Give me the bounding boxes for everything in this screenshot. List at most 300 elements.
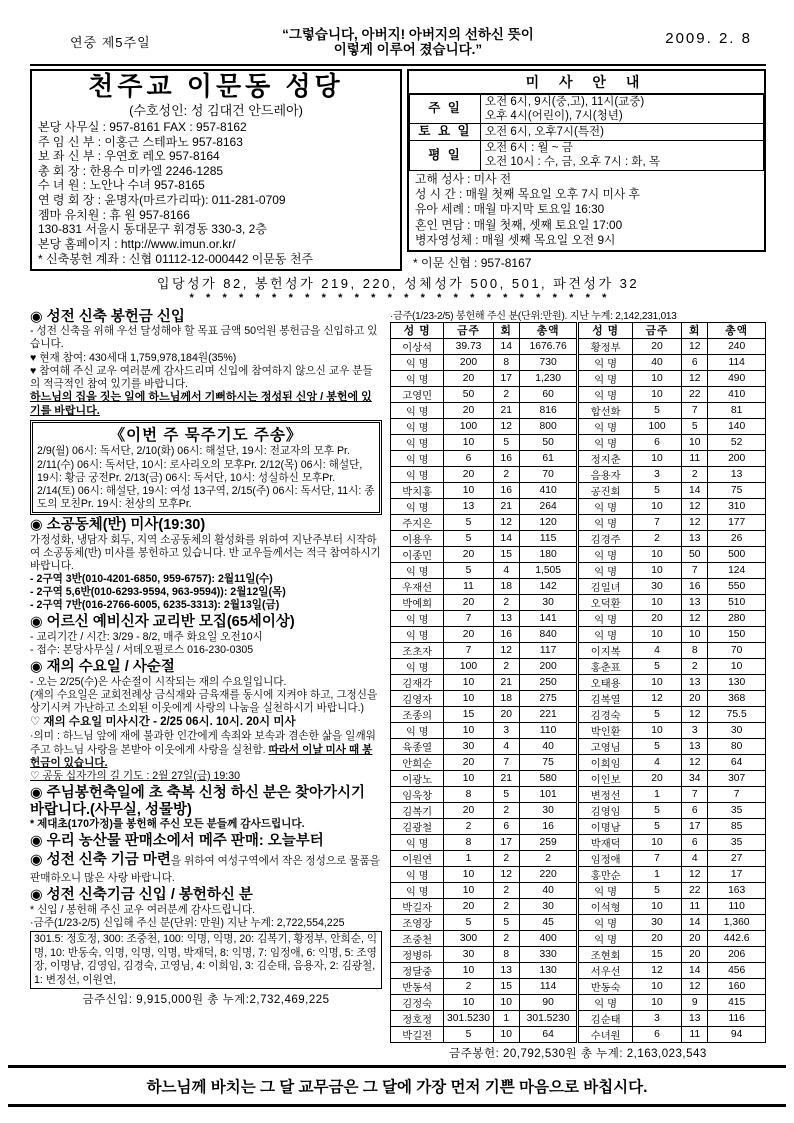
count: 12 — [682, 866, 708, 882]
page-header — [30, 22, 766, 58]
donor-name: 홍춘표 — [578, 658, 632, 674]
candle-blessing-note: * 제대초(170가정)를 봉헌해 주신 모든 분들께 감사드립니다. — [30, 818, 305, 831]
week-amount: 2 — [632, 530, 681, 546]
count: 13 — [682, 674, 708, 690]
total-amount: 730 — [519, 354, 578, 370]
donation-row — [391, 402, 766, 418]
count: 20 — [682, 930, 708, 946]
donation-col-header: 금주 — [632, 322, 681, 338]
total-amount: 410 — [519, 482, 578, 498]
count: 7 — [682, 562, 708, 578]
total-amount: 259 — [519, 834, 578, 850]
donation-col-header: 총액 — [519, 322, 578, 338]
count: 17 — [493, 834, 519, 850]
donor-name: 공진회 — [578, 482, 632, 498]
total-amount: 110 — [708, 898, 766, 914]
week-amount: 10 — [632, 562, 681, 578]
donation-row — [391, 930, 766, 946]
section-market-title: ◉ 우리 농산물 판매소에서 메주 판매: 오늘부터 — [30, 833, 324, 850]
total-amount: 500 — [708, 546, 766, 562]
count: 10 — [493, 1026, 519, 1042]
week-amount: 2 — [444, 818, 493, 834]
donor-name: 익 명 — [391, 354, 444, 370]
donation-row — [391, 802, 766, 818]
donation-column — [390, 307, 766, 1061]
week-amount: 1 — [632, 786, 681, 802]
week-amount: 7 — [444, 610, 493, 626]
hymn-numbers-line: 입당성가 82, 봉헌성가 219, 220, 성체성가 500, 501, 파견성가 32 — [156, 276, 640, 292]
top-section — [30, 69, 766, 272]
week-amount: 10 — [444, 690, 493, 706]
count: 13 — [682, 1010, 708, 1026]
new-fund-p1: - 성전 신축을 위해 우선 달성해야 할 목표 금액 50억원 봉헌금을 신입하고 있습니다. — [30, 325, 378, 351]
donation-row — [391, 482, 766, 498]
donation-row — [391, 386, 766, 402]
homepage-link[interactable]: 본당 홈페이지 : http://www.imun.or.kr/ — [38, 236, 236, 251]
donor-name: 조종의 — [391, 706, 444, 722]
total-amount: 13 — [708, 466, 766, 482]
total-amount: 70 — [519, 466, 578, 482]
mass-schedule-box — [407, 69, 766, 253]
week-amount: 39.73 — [444, 338, 493, 354]
section-fund-new-donors-title: ◉ 성전 신축기금 신입 / 봉헌하신 분 — [30, 887, 253, 904]
donation-row — [391, 834, 766, 850]
total-amount: 490 — [708, 370, 766, 386]
new-fund-p3: ♥ 참여해 주신 교우 여러분께 감사드리며 신입에 참여하지 않으신 교우 분들의 적극적인 참여 있기를 바랍니다. — [30, 364, 373, 390]
week-amount: 20 — [444, 546, 493, 562]
donor-name: 익 명 — [391, 434, 444, 450]
section-ash-wednesday-title: ◉ 재의 수요일 / 사순절 — [30, 659, 175, 676]
total-amount: 30 — [519, 802, 578, 818]
donation-row — [391, 850, 766, 866]
office-phone-line: 본당 사무실 : 957-8161 FAX : 957-8162 — [38, 119, 247, 134]
count: 12 — [682, 610, 708, 626]
donation-row — [391, 1026, 766, 1042]
total-amount: 10 — [708, 658, 766, 674]
donor-name: 이인보 — [578, 770, 632, 786]
week-amount: 20 — [444, 802, 493, 818]
donor-name: 김일녀 — [578, 578, 632, 594]
count: 10 — [493, 994, 519, 1010]
mass-schedule-section — [407, 69, 766, 272]
president-line: 총 회 장 : 한용수 미카엘 2246-1285 — [38, 163, 224, 178]
week-amount: 200 — [444, 354, 493, 370]
total-amount: 330 — [519, 946, 578, 962]
total-amount: 26 — [708, 530, 766, 546]
total-amount: 130 — [519, 962, 578, 978]
donation-row — [391, 818, 766, 834]
donor-name: 정달중 — [391, 962, 444, 978]
week-amount: 10 — [632, 594, 681, 610]
patron-saint: (수호성인: 성 김대건 안드레아) — [129, 102, 303, 118]
donor-name: 박치홍 — [391, 482, 444, 498]
donor-name: 우재선 — [391, 578, 444, 594]
week-amount: 5 — [632, 706, 681, 722]
total-amount: 800 — [519, 418, 578, 434]
count: 2 — [493, 882, 519, 898]
elderly-class-item1: - 교리기간 / 시간: 3/29 - 8/2, 매주 화요일 오전10시 — [30, 631, 263, 644]
donation-row — [391, 450, 766, 466]
week-amount: 20 — [632, 770, 681, 786]
donation-row — [391, 594, 766, 610]
small-community-item3: - 2구역 7반(016-2766-6005, 6235-3313): 2월13일(금) — [30, 599, 280, 612]
scripture-quote-line1: “그렇습니다, 아버지! 아버지의 선하신 뜻이 — [282, 27, 534, 42]
total-amount: 2 — [519, 850, 578, 866]
scripture-quote-line2: 이렇게 이루어 졌습니다.” — [333, 41, 483, 57]
week-amount: 40 — [632, 354, 681, 370]
count: 21 — [493, 402, 519, 418]
week-amount: 12 — [632, 962, 681, 978]
donor-name: 김순태 — [578, 1010, 632, 1026]
donor-name: 김영임 — [578, 802, 632, 818]
total-amount: 140 — [708, 418, 766, 434]
count: 6 — [682, 354, 708, 370]
total-amount: 221 — [519, 706, 578, 722]
total-amount: 580 — [519, 770, 578, 786]
donor-name: 정병하 — [391, 946, 444, 962]
count: 14 — [682, 962, 708, 978]
marriage-line: 혼인 면담 : 매월 첫째, 셋째 토요일 17:00 — [415, 217, 623, 232]
total-amount: 30 — [519, 898, 578, 914]
section-fund-sale — [30, 852, 382, 885]
week-amount: 5 — [632, 482, 681, 498]
fund-sale-rest: 을 위하여 여성구역에서 작은 정성으로 물품을 판매하오니 많은 사랑 바랍니다. — [30, 855, 380, 884]
week-amount: 10 — [444, 674, 493, 690]
mass-day-label: 주 일 — [410, 94, 481, 124]
donor-name: 익 명 — [391, 418, 444, 434]
donation-header-row — [391, 322, 766, 338]
church-info-box — [30, 69, 402, 272]
count: 17 — [682, 818, 708, 834]
donor-name: 김경숙 — [578, 706, 632, 722]
total-amount: 200 — [519, 658, 578, 674]
mass-schedule-table — [409, 94, 764, 171]
total-amount: 117 — [519, 642, 578, 658]
count: 2 — [493, 898, 519, 914]
donor-name: 익 명 — [578, 994, 632, 1010]
donor-name: 이상석 — [391, 338, 444, 354]
total-amount: 1,230 — [519, 370, 578, 386]
baptism-line: 유아 세례 : 매월 마지막 토요일 16:30 — [415, 202, 605, 217]
total-amount: 410 — [708, 386, 766, 402]
header-divider — [30, 64, 766, 66]
donor-name: 익 명 — [578, 882, 632, 898]
week-amount: 5 — [632, 658, 681, 674]
total-amount: 61 — [519, 450, 578, 466]
count: 2 — [493, 802, 519, 818]
announcements-column — [30, 307, 382, 1061]
mass-row-sunday — [410, 94, 764, 124]
week-amount: 10 — [444, 722, 493, 738]
week-amount: 6 — [444, 450, 493, 466]
section-candle-blessing-title: ◉ 주님봉헌축일에 초 축복 신청 하신 분은 찾아가시기 바랍니다.(사무실, 성물방) — [30, 784, 365, 818]
mass-day-label: 토 요 일 — [410, 124, 481, 141]
mass-times: 오전 6시, 오후7시(특전) — [481, 124, 764, 141]
total-amount: 60 — [519, 386, 578, 402]
donation-row — [391, 994, 766, 1010]
count: 12 — [682, 370, 708, 386]
count: 11 — [682, 450, 708, 466]
count: 8 — [682, 642, 708, 658]
donation-row — [391, 610, 766, 626]
count: 12 — [493, 418, 519, 434]
week-amount: 12 — [632, 690, 681, 706]
week-amount: 20 — [444, 466, 493, 482]
donation-col-header: 성 명 — [578, 322, 632, 338]
week-amount: 4 — [632, 754, 681, 770]
week-amount: 300 — [444, 930, 493, 946]
week-amount: 20 — [632, 338, 681, 354]
week-amount: 8 — [444, 786, 493, 802]
total-amount: 180 — [519, 546, 578, 562]
count: 7 — [682, 402, 708, 418]
total-amount: 280 — [708, 610, 766, 626]
count: 12 — [682, 514, 708, 530]
total-amount: 40 — [519, 738, 578, 754]
count: 13 — [682, 738, 708, 754]
confession-line: 고해 성사 : 미사 전 — [415, 171, 512, 186]
total-amount: 510 — [708, 594, 766, 610]
donation-table-body — [391, 338, 766, 1042]
total-amount: 30 — [708, 722, 766, 738]
donor-name: 변정선 — [578, 786, 632, 802]
count: 4 — [493, 562, 519, 578]
donor-name: 박인환 — [578, 722, 632, 738]
week-amount: 10 — [444, 770, 493, 786]
total-amount: 442.6 — [708, 930, 766, 946]
count: 12 — [682, 754, 708, 770]
total-amount: 177 — [708, 514, 766, 530]
donor-name: 익 명 — [578, 562, 632, 578]
total-amount: 400 — [519, 930, 578, 946]
week-amount: 10 — [444, 866, 493, 882]
count: 3 — [682, 722, 708, 738]
total-amount: 17 — [708, 866, 766, 882]
count: 5 — [493, 434, 519, 450]
donation-col-header: 금주 — [444, 322, 493, 338]
mass-times-line2: 오후 4시(어린이), 7시(청년) — [485, 110, 623, 123]
week-amount: 10 — [632, 546, 681, 562]
fund-new-week-note: ·금주(1/23-2/5) 신입해 주신 분(단위: 만원) 지난 누계: 2,722,554,225 — [30, 917, 345, 930]
week-amount: 10 — [444, 482, 493, 498]
donor-name: 안희순 — [391, 754, 444, 770]
donor-name: 익 명 — [578, 386, 632, 402]
stations-of-cross-line: ♡ 공동 십자가의 길 기도 : 2월 27일(금) 19:30 — [30, 769, 241, 782]
ash-meaning-bold: 따라서 이날 미사 때 봉헌금이 있습니다. — [30, 743, 373, 769]
total-amount: 90 — [519, 994, 578, 1010]
section-small-community-title: ◉ 소공동체(반) 미사(19:30) — [30, 517, 206, 534]
count: 21 — [493, 674, 519, 690]
week-amount: 100 — [444, 658, 493, 674]
week-amount: 20 — [444, 754, 493, 770]
donation-row — [391, 722, 766, 738]
donor-name: 이원연 — [391, 850, 444, 866]
week-amount: 5 — [444, 914, 493, 930]
donor-name: 익 명 — [578, 370, 632, 386]
donor-name: 김정숙 — [391, 994, 444, 1010]
donor-name: 정호정 — [391, 1010, 444, 1026]
total-amount: 200 — [708, 450, 766, 466]
count: 14 — [493, 338, 519, 354]
count: 4 — [493, 738, 519, 754]
donation-row — [391, 754, 766, 770]
total-amount: 64 — [708, 754, 766, 770]
count: 12 — [682, 498, 708, 514]
donation-week-total: 금주봉헌: 20,792,530원 총 누계: 2,163,023,543 — [449, 1047, 707, 1060]
total-amount: 115 — [519, 530, 578, 546]
donor-name: 김경주 — [578, 530, 632, 546]
donor-name: 익 명 — [578, 498, 632, 514]
count: 16 — [493, 626, 519, 642]
scripture-quote — [282, 22, 534, 58]
donation-row — [391, 690, 766, 706]
count: 2 — [493, 850, 519, 866]
donation-row — [391, 546, 766, 562]
liturgical-week-label: 연중 제5주일 — [70, 35, 151, 50]
week-amount: 20 — [444, 594, 493, 610]
total-amount: 64 — [519, 1026, 578, 1042]
donation-row — [391, 466, 766, 482]
total-amount: 220 — [519, 866, 578, 882]
total-amount: 240 — [708, 338, 766, 354]
donation-row — [391, 578, 766, 594]
section-elderly-class-title: ◉ 어르신 예비신자 교리반 모집(65세이상) — [30, 614, 295, 631]
bulletin-date: 2009. 2. 8 — [665, 30, 752, 47]
total-amount: 85 — [708, 818, 766, 834]
count: 7 — [682, 786, 708, 802]
ash-wednesday-p2: (재의 수요일은 교회전례상 금식재와 금육재를 동시에 지켜야 하고, 그정신을 상기시켜 가난하고 소외된 이웃에게 사랑의 나눔을 실천하시기 바랍니다.) — [30, 689, 378, 715]
week-amount: 10 — [632, 834, 681, 850]
donation-col-header: 성 명 — [391, 322, 444, 338]
donation-row — [391, 914, 766, 930]
count: 10 — [682, 626, 708, 642]
donor-name: 이광노 — [391, 770, 444, 786]
week-amount: 5 — [632, 802, 681, 818]
count: 22 — [682, 882, 708, 898]
donor-name: 김복기 — [391, 802, 444, 818]
count: 9 — [682, 994, 708, 1010]
week-amount: 301.5230 — [444, 1010, 493, 1026]
donation-note: ·금주(1/23-2/5) 봉헌해 주신 분(단위:만원). 지난 누계: 2,142,231,013 — [390, 310, 677, 322]
donor-name: 임정애 — [578, 850, 632, 866]
donation-row — [391, 626, 766, 642]
week-amount: 20 — [444, 402, 493, 418]
donation-account-line: * 신축봉헌 계좌 : 신협 01112-12-000442 이문동 천주 — [38, 251, 314, 266]
donor-name: 조중천 — [391, 930, 444, 946]
donor-name: 박길전 — [391, 1026, 444, 1042]
donor-name: 익 명 — [578, 434, 632, 450]
total-amount: 456 — [708, 962, 766, 978]
donor-name: 이석형 — [578, 898, 632, 914]
donor-name: 반동석 — [391, 978, 444, 994]
mass-schedule-title: 미 사 안 내 — [409, 71, 764, 94]
elderly-class-item2: - 접수: 본당사무실 / 서데오필로스 016-230-0305 — [30, 644, 254, 657]
total-amount: 264 — [519, 498, 578, 514]
donation-row — [391, 898, 766, 914]
donor-name: 익 명 — [578, 914, 632, 930]
donor-name: 익 명 — [578, 626, 632, 642]
ash-wednesday-mass-time: ♡ 재의 수요일 미사시간 - 2/25 06시. 10시. 20시 미사 — [30, 716, 296, 729]
donor-name: 익 명 — [391, 626, 444, 642]
count: 13 — [682, 594, 708, 610]
count: 13 — [493, 962, 519, 978]
week-amount: 5 — [444, 1026, 493, 1042]
donor-name: 조영장 — [391, 914, 444, 930]
total-amount: 94 — [708, 1026, 766, 1042]
donor-name: 김재각 — [391, 674, 444, 690]
total-amount: 1,505 — [519, 562, 578, 578]
count: 7 — [493, 754, 519, 770]
count: 12 — [682, 338, 708, 354]
count: 14 — [682, 914, 708, 930]
donation-row — [391, 658, 766, 674]
donor-name: 육종열 — [391, 738, 444, 754]
week-amount: 10 — [632, 898, 681, 914]
count: 12 — [493, 866, 519, 882]
week-amount: 5 — [444, 562, 493, 578]
count: 12 — [682, 706, 708, 722]
week-amount: 100 — [444, 418, 493, 434]
total-amount: 80 — [708, 738, 766, 754]
donor-name: 익 명 — [391, 882, 444, 898]
donor-name: 익 명 — [391, 834, 444, 850]
total-amount: 35 — [708, 834, 766, 850]
donor-name: 박길자 — [391, 898, 444, 914]
donation-row — [391, 354, 766, 370]
donation-row — [391, 674, 766, 690]
total-amount: 275 — [519, 690, 578, 706]
count: 15 — [493, 978, 519, 994]
count: 2 — [493, 594, 519, 610]
week-amount: 30 — [632, 914, 681, 930]
donation-row — [391, 530, 766, 546]
donor-name: 박재덕 — [578, 834, 632, 850]
donation-row — [391, 770, 766, 786]
total-amount: 75 — [519, 754, 578, 770]
donor-name: 오태용 — [578, 674, 632, 690]
count: 14 — [682, 482, 708, 498]
total-amount: 550 — [708, 578, 766, 594]
rosary-schedule-text: 2/9(월) 06시: 독서단, 2/10(화) 06시: 해설단, 19시: 전교자의 모후 Pr. 2/11(수) 06시: 독서단, 10시: 로사리오의 모후Pr. 2/12(목) 06시: 해설단, 19시: 황금 궁전Pr. 2/13(금) 06시: 독서단, 10시: 성실하신 모후Pr. 2/14(토) 06시: 해설단, 19시: 여성 13구역, 2/15(주) 06시: 독서단, 11시: 종도의 모친Pr. 19시: 천상의 모후Pr. — [37, 445, 375, 510]
count: 20 — [682, 946, 708, 962]
donor-name: 익 명 — [578, 930, 632, 946]
count: 18 — [493, 578, 519, 594]
donor-name: 익 명 — [578, 610, 632, 626]
donor-name: 익 명 — [391, 610, 444, 626]
donation-row — [391, 370, 766, 386]
count: 10 — [682, 434, 708, 450]
total-amount: 7 — [708, 786, 766, 802]
donation-col-header: 총액 — [708, 322, 766, 338]
bottom-banner: 하느님께 바치는 그 달 교무금은 그 달에 가장 먼저 기쁜 마음으로 바칩시다. — [8, 1065, 786, 1107]
count: 16 — [682, 578, 708, 594]
count: 8 — [493, 354, 519, 370]
donation-row — [391, 498, 766, 514]
donor-name: 김영자 — [391, 690, 444, 706]
donor-name: 합선화 — [578, 402, 632, 418]
rosary-box-title: 《이번 주 묵주기도 주송》 — [109, 427, 303, 445]
total-amount: 840 — [519, 626, 578, 642]
week-amount: 7 — [632, 850, 681, 866]
donation-row — [391, 882, 766, 898]
week-amount: 20 — [632, 930, 681, 946]
mass-times-line1: 오전 6시, 9시(중,고), 11시(교중) — [485, 95, 645, 108]
count: 12 — [493, 642, 519, 658]
fund-sale-title: ◉ 성전 신축 기금 마련 — [30, 852, 171, 869]
count: 6 — [682, 834, 708, 850]
count: 20 — [682, 690, 708, 706]
ash-meaning-text: ·의미 : 하느님 앞에 재에 불과한 인간에게 속죄와 보속과 겸손한 삶을 일깨워 주고 하느님 사랑을 본받아 이웃에게 사랑을 실천함. — [30, 730, 376, 756]
